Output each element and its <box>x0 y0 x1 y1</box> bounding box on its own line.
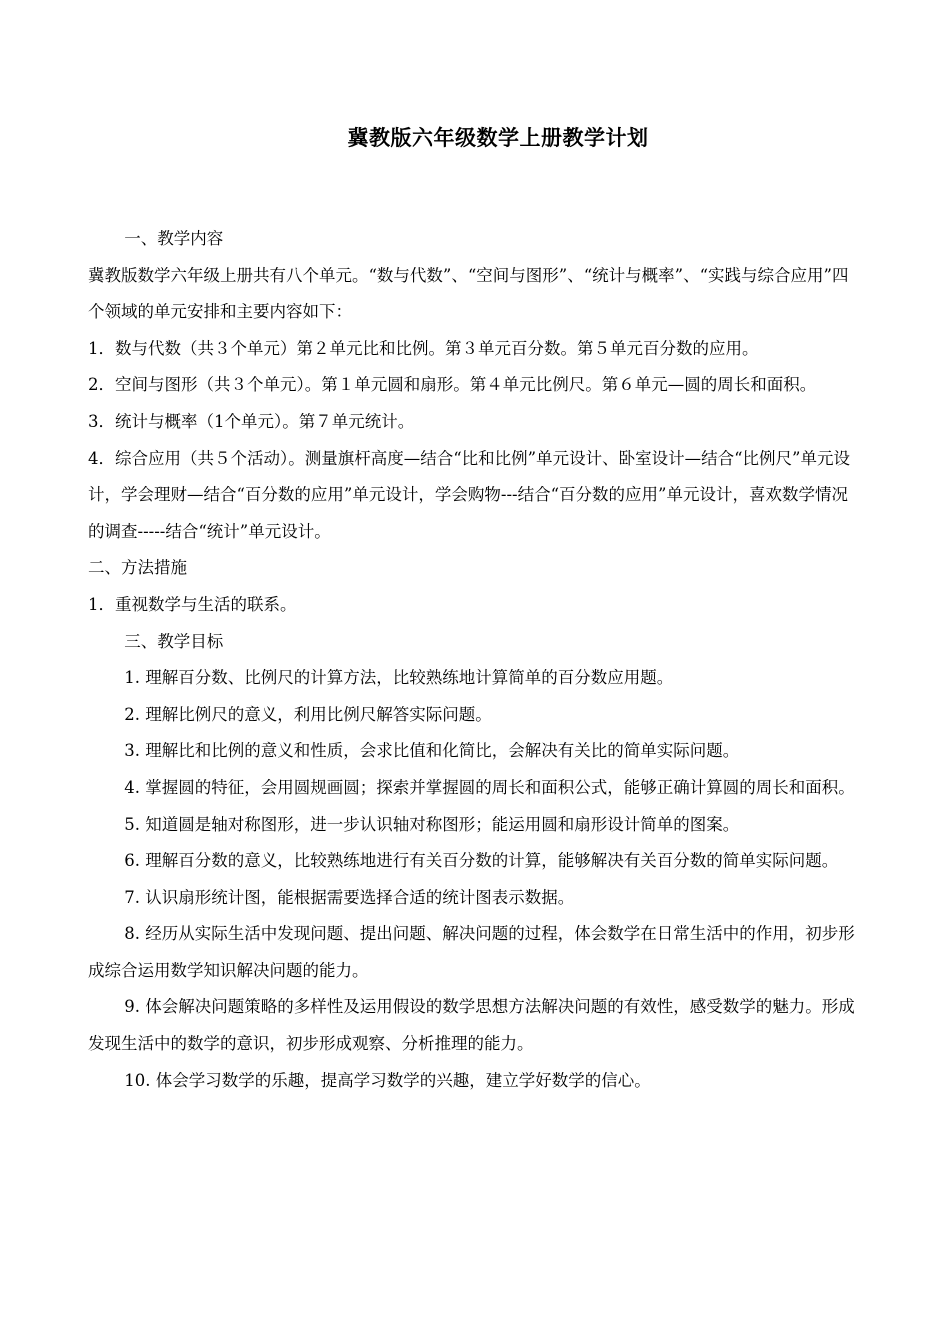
section-heading-methods: 二、方法措施 <box>88 558 187 578</box>
list-item-numbers-algebra: 1．数与代数（共３个单元）第２单元比和比例。第３单元百分数。第５单元百分数的应用。 <box>88 338 759 358</box>
section-heading-goals: 三、教学目标 <box>124 631 224 651</box>
goal-item-4: 4. 掌握圆的特征，会用圆规画圆；探索并掌握圆的周长和面积公式，能够正确计算圆的周长和面积。 <box>124 777 855 797</box>
list-item-comprehensive: 4．综合应用（共５个活动）。测量旗杆高度—结合“比和比例”单元设计、卧室设计—结合“比例尺”单元设计，学会理财—结合“百分数的应用”单元设计，学会购物---结合“百分数的应用”单元设计，喜欢数学情况的调查-----结合“统计”单元设计。 <box>88 448 850 541</box>
document-body <box>88 221 863 1099</box>
paragraph-intro: 冀教版数学六年级上册共有八个单元。“数与代数”、“空间与图形”、“统计与概率”、“实践与综合应用”四个领域的单元安排和主要内容如下： <box>88 265 849 322</box>
goal-item-9: 9. 体会解决问题策略的多样性及运用假设的数学思想方法解决问题的有效性，感受数学的魅力。形成发现生活中的数学的意识，初步形成观察、分析推理的能力。 <box>88 997 855 1054</box>
goal-item-8: 8. 经历从实际生活中发现问题、提出问题、解决问题的过程，体会数学在日常生活中的作用，初步形成综合运用数学知识解决问题的能力。 <box>88 924 855 980</box>
goal-item-6: 6. 理解百分数的意义，比较熟练地进行有关百分数的计算，能够解决有关百分数的简单实际问题。 <box>124 851 839 871</box>
goal-item-3: 3. 理解比和比例的意义和性质，会求比值和化简比，会解决有关比的简单实际问题。 <box>124 741 740 761</box>
document-title: 冀教版六年级数学上册教学计划 <box>347 125 649 150</box>
goal-item-5: 5. 知道圆是轴对称图形，进一步认识轴对称图形；能运用圆和扇形设计简单的图案。 <box>124 814 740 834</box>
goal-item-7: 7. 认识扇形统计图，能根据需要选择合适的统计图表示数据。 <box>124 887 575 907</box>
section-heading-teaching-content: 一、教学内容 <box>124 229 224 248</box>
goal-item-1: 1. 理解百分数、比例尺的计算方法，比较熟练地计算简单的百分数应用题。 <box>124 668 674 688</box>
list-item-space-shapes: 2．空间与图形（共３个单元）。第１单元圆和扇形。第４单元比例尺。第６单元—圆的周长和面积。 <box>88 375 817 395</box>
list-item-statistics: 3．统计与概率（1个单元）。第７单元统计。 <box>88 411 415 431</box>
goal-item-2: 2. 理解比例尺的意义，利用比例尺解答实际问题。 <box>124 704 492 724</box>
goal-item-10: 10. 体会学习数学的乐趣，提高学习数学的兴趣，建立学好数学的信心。 <box>124 1070 651 1090</box>
list-item-methods-1: 1．重视数学与生活的联系。 <box>88 594 297 614</box>
